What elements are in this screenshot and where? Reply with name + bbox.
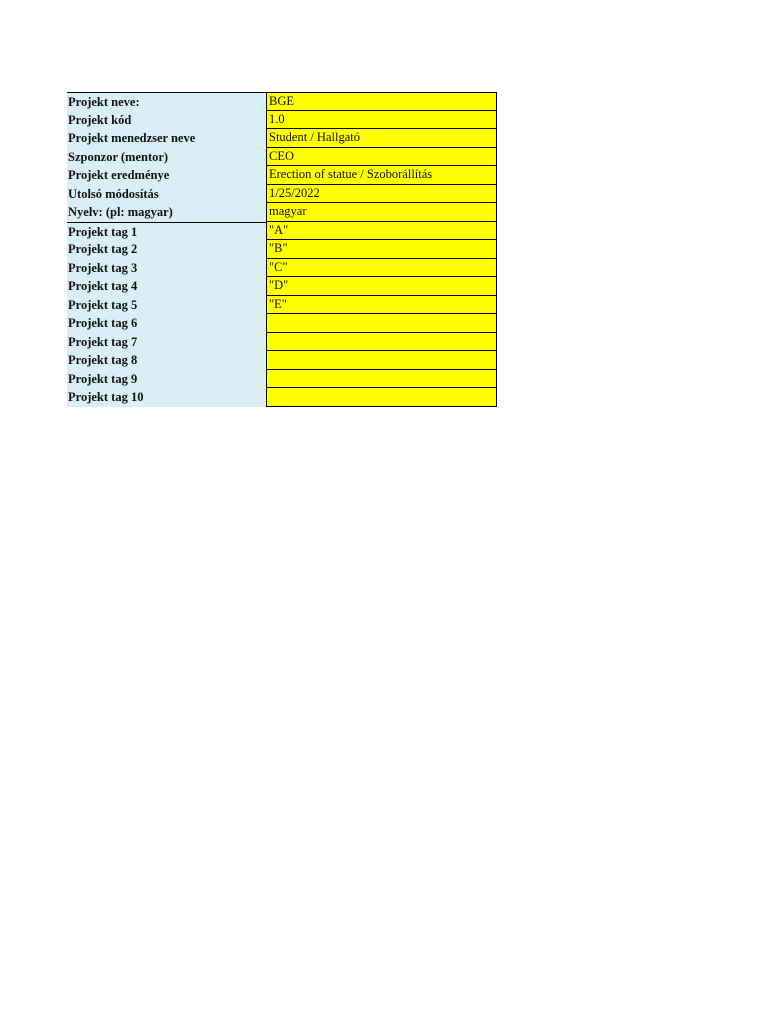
row-sponsor (67, 148, 497, 167)
row-member-7 (67, 333, 497, 352)
row-member-8 (67, 351, 497, 370)
row-member-3 (67, 259, 497, 278)
label-member-7: Projekt tag 7 (67, 333, 266, 352)
label-member-6: Projekt tag 6 (67, 314, 266, 333)
label-member-2: Projekt tag 2 (67, 240, 266, 259)
row-member-5 (67, 296, 497, 315)
label-project-result: Projekt eredménye (67, 166, 266, 185)
cell-member-2[interactable]: "B" (266, 240, 497, 259)
row-member-6 (67, 314, 497, 333)
label-project-manager: Projekt menedzser neve (67, 129, 266, 148)
cell-project-result[interactable]: Erection of statue / Szoborállítás (266, 166, 497, 185)
cell-project-code[interactable]: 1.0 (266, 111, 497, 130)
label-language: Nyelv: (pl: magyar) (67, 203, 266, 222)
label-member-4: Projekt tag 4 (67, 277, 266, 296)
cell-member-6[interactable] (266, 314, 497, 333)
row-member-1 (67, 222, 497, 241)
row-last-modified (67, 185, 497, 204)
label-member-10: Projekt tag 10 (67, 388, 266, 407)
cell-sponsor[interactable]: CEO (266, 148, 497, 167)
row-member-9 (67, 370, 497, 389)
row-member-2 (67, 240, 497, 259)
row-project-name (67, 92, 497, 111)
cell-member-5[interactable]: "E" (266, 296, 497, 315)
cell-member-4[interactable]: "D" (266, 277, 497, 296)
cell-member-10[interactable] (266, 388, 497, 407)
label-member-1: Projekt tag 1 (67, 222, 266, 241)
row-member-4 (67, 277, 497, 296)
row-language (67, 203, 497, 222)
label-member-9: Projekt tag 9 (67, 370, 266, 389)
label-last-modified: Utolsó módosítás (67, 185, 266, 204)
label-member-8: Projekt tag 8 (67, 351, 266, 370)
row-project-manager (67, 129, 497, 148)
row-project-code (67, 111, 497, 130)
label-member-3: Projekt tag 3 (67, 259, 266, 278)
cell-member-1[interactable]: "A" (266, 222, 497, 241)
cell-project-manager[interactable]: Student / Hallgató (266, 129, 497, 148)
row-project-result (67, 166, 497, 185)
cell-language[interactable]: magyar (266, 203, 497, 222)
project-sheet (67, 92, 497, 407)
cell-member-8[interactable] (266, 351, 497, 370)
cell-project-name[interactable]: BGE (266, 92, 497, 111)
label-project-name: Projekt neve: (67, 92, 266, 111)
label-sponsor: Szponzor (mentor) (67, 148, 266, 167)
cell-member-3[interactable]: "C" (266, 259, 497, 278)
cell-last-modified[interactable]: 1/25/2022 (266, 185, 497, 204)
cell-member-9[interactable] (266, 370, 497, 389)
label-member-5: Projekt tag 5 (67, 296, 266, 315)
cell-member-7[interactable] (266, 333, 497, 352)
label-project-code: Projekt kód (67, 111, 266, 130)
row-member-10 (67, 388, 497, 407)
